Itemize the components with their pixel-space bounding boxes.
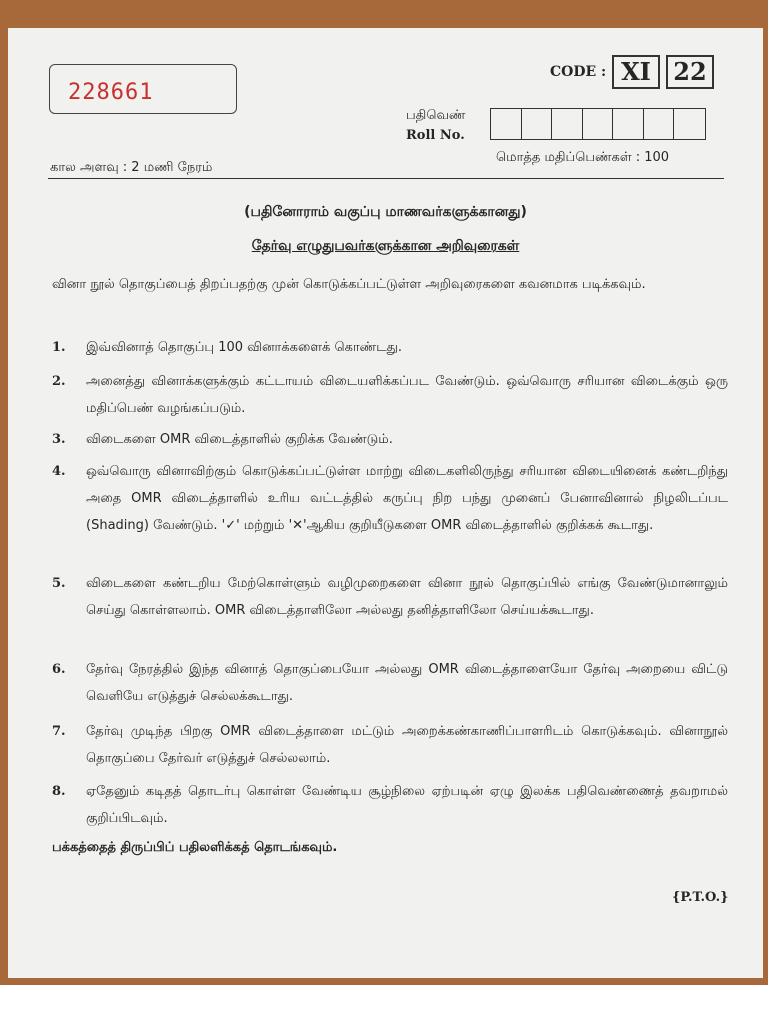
instruction-text: விடைகளை OMR விடைத்தாளில் குறிக்க வேண்டும். <box>86 432 393 447</box>
instruction-number: 3. <box>52 432 66 447</box>
instruction-number: 1. <box>52 340 66 355</box>
please-turn-over: {P.T.O.} <box>672 890 729 905</box>
instruction-number: 7. <box>52 724 66 739</box>
instruction-item <box>52 426 728 453</box>
instruction-item <box>52 778 728 832</box>
intro-paragraph: வினா நூல் தொகுப்பைத் திறப்பதற்கு முன் கொடுக்கப்பட்டுள்ள அறிவுரைகளை கவனமாக படிக்கவும். <box>52 277 646 292</box>
instruction-item <box>52 570 728 624</box>
instruction-item <box>52 368 728 422</box>
code-box-class: XI <box>612 55 660 89</box>
exam-paper-sheet <box>8 28 763 978</box>
roll-label-english: Roll No. <box>406 128 465 143</box>
instruction-text: இவ்வினாத் தொகுப்பு 100 வினாக்களைக் கொண்டது. <box>86 340 402 355</box>
instruction-text: விடைகளை கண்டறிய மேற்கொள்ளும் வழிமுறைகளை வினா நூல் தொகுப்பில் எங்கு வேண்டுமானாலும் செய்து கொள்ளலாம். OMR விடைத்தாளிலோ அல்லது தனித்தாளிலோ செய்யக்கூடாது. <box>86 576 728 618</box>
instruction-item <box>52 334 728 361</box>
roll-label-tamil: பதிவெண் <box>406 108 466 123</box>
roll-digit-box[interactable] <box>491 109 522 139</box>
instruction-number: 6. <box>52 662 66 677</box>
roll-number-boxes <box>490 108 706 140</box>
instruction-item <box>52 656 728 710</box>
instruction-text: தேர்வு முடிந்த பிறகு OMR விடைத்தாளை மட்டும் அறைக்கண்காணிப்பாளரிடம் கொடுக்கவும். வினாநூல் தொகுப்பை தேர்வர் எடுத்துச் செல்லலாம். <box>86 724 728 766</box>
instruction-number: 8. <box>52 784 66 799</box>
instruction-text: ஏதேனும் கடிதத் தொடர்பு கொள்ள வேண்டிய சூழ்நிலை ஏற்படின் ஏழு இலக்க பதிவெண்ணைத் தவறாமல் குறிப்பிடவும். <box>86 784 728 826</box>
instruction-number: 5. <box>52 576 66 591</box>
header-divider <box>48 178 724 179</box>
roll-digit-box[interactable] <box>674 109 705 139</box>
total-marks-text: மொத்த மதிப்பெண்கள் : 100 <box>496 150 670 165</box>
roll-digit-box[interactable] <box>644 109 675 139</box>
code-label: CODE : <box>550 64 607 80</box>
instructions-title: தேர்வு எழுதுபவர்களுக்கான அறிவுரைகள் <box>251 238 520 254</box>
instruction-item <box>52 718 728 772</box>
begin-answering-note: பக்கத்தைத் திருப்பிப் பதிலளிக்கத் தொடங்கவும். <box>52 840 338 855</box>
instruction-number: 4. <box>52 464 66 479</box>
roll-digit-box[interactable] <box>522 109 553 139</box>
instruction-text: ஒவ்வொரு வினாவிற்கும் கொடுக்கப்பட்டுள்ள மாற்று விடைகளிலிருந்து சரியான விடையினைக் கண்டறிந்து அதை OMR விடைத்தாளில் உரிய வட்டத்தில் கருப்பு நிற பந்து முனைப் பேனாவினால் நிழலிடப்பட (Shading) வேண்டும். '✓' மற்றும் '✕'ஆகிய குறியீடுகளை OMR விடைத்தாளில் குறிக்கக் கூடாது. <box>86 464 728 533</box>
code-box-number: 22 <box>666 55 714 89</box>
roll-digit-box[interactable] <box>583 109 614 139</box>
serial-number: 228661 <box>68 80 154 105</box>
instruction-number: 2. <box>52 374 66 389</box>
duration-text: கால அளவு : 2 மணி நேரம் <box>50 160 213 175</box>
instruction-item <box>52 458 728 539</box>
roll-digit-box[interactable] <box>552 109 583 139</box>
instruction-text: தேர்வு நேரத்தில் இந்த வினாத் தொகுப்பையோ அல்லது OMR விடைத்தாளையோ தேர்வு அறையை விட்டு வெளியே எடுத்துச் செல்லக்கூடாது. <box>86 662 728 704</box>
class-title: (பதினோராம் வகுப்பு மாணவர்களுக்கானது) <box>244 204 527 220</box>
instruction-text: அனைத்து வினாக்களுக்கும் கட்டாயம் விடையளிக்கப்பட வேண்டும். ஒவ்வொரு சரியான விடைக்கும் ஒரு மதிப்பெண் வழங்கப்படும். <box>86 374 728 416</box>
roll-digit-box[interactable] <box>613 109 644 139</box>
